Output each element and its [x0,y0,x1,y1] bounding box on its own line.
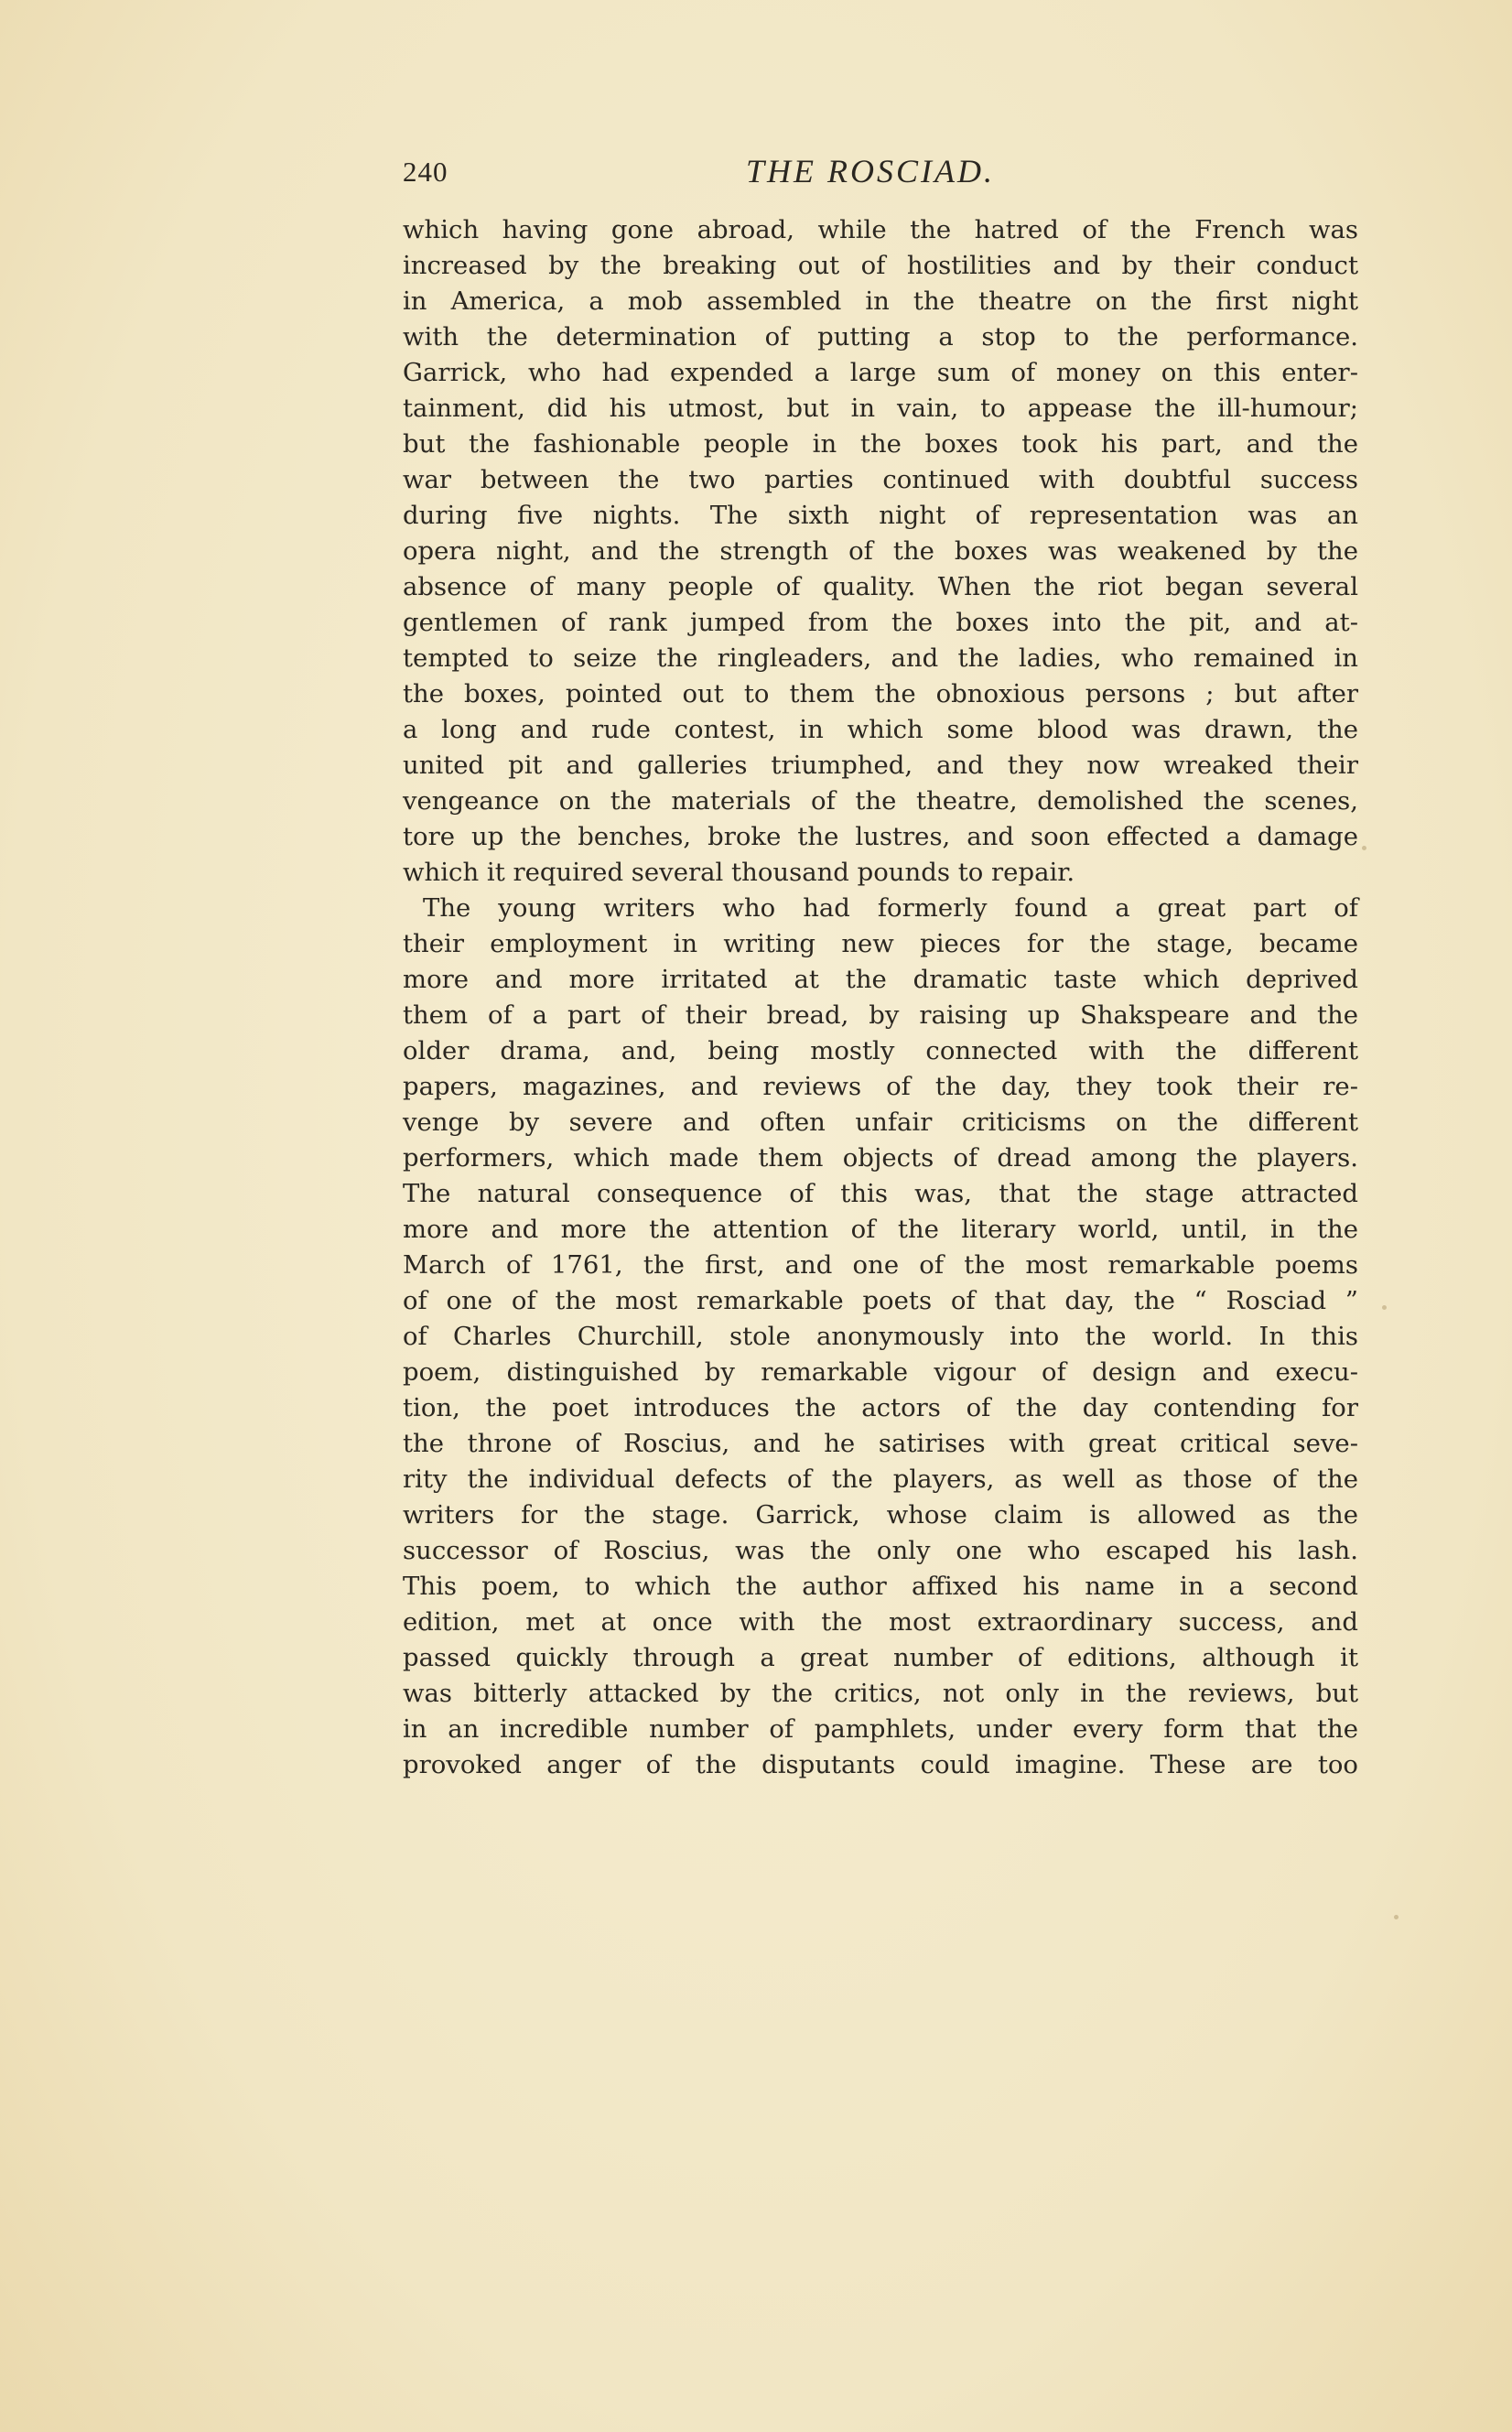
text-line: during five nights. The sixth night of representation was an [403,501,1358,530]
paper-speck [1362,846,1366,850]
text-line: venge by severe and often unfair criticisms on the different [403,1108,1358,1137]
text-line: poem, distinguished by remarkable vigour of design and execu- [403,1357,1358,1387]
text-line: passed quickly through a great number of editions, although it [403,1643,1358,1672]
text-line: the boxes, pointed out to them the obnoxious persons ; but after [403,679,1358,708]
running-title: THE ROSCIAD. [746,153,995,189]
text-line: gentlemen of rank jumped from the boxes into the pit, and at- [403,608,1358,637]
text-line: papers, magazines, and reviews of the day, they took their re- [403,1072,1358,1101]
text-line: successor of Roscius, was the only one who escaped his lash. [403,1536,1358,1565]
text-line: March of 1761, the first, and one of the most remarkable poems [403,1250,1358,1280]
text-line: the throne of Roscius, and he satirises with great critical seve- [403,1429,1358,1458]
text-line: more and more the attention of the literary world, until, in the [403,1215,1358,1244]
text-line: of one of the most remarkable poets of that day, the “ Rosciad ” [403,1286,1358,1315]
paper-speck [1382,1305,1387,1310]
text-line: increased by the breaking out of hostilities and by their conduct [403,251,1358,280]
text-line: Garrick, who had expended a large sum of money on this enter- [403,358,1358,387]
text-line: united pit and galleries triumphed, and they now wreaked their [403,751,1358,780]
text-line: tion, the poet introduces the actors of the day contending for [403,1393,1358,1422]
text-line: tainment, did his utmost, but in vain, to appease the ill-humour; [403,394,1358,423]
text-line: opera night, and the strength of the boxes was weakened by the [403,536,1358,566]
text-line: vengeance on the materials of the theatre, demolished the scenes, [403,786,1358,816]
text-line: war between the two parties continued with doubtful success [403,465,1358,494]
text-line: of Charles Churchill, stole anonymously into the world. In this [403,1322,1358,1351]
paper-speck [1394,1915,1399,1919]
text-line: with the determination of putting a stop to the performance. [403,322,1358,351]
text-line: which having gone abroad, while the hatred of the French was [403,215,1358,244]
text-line: in America, a mob assembled in the theatre on the first night [403,286,1358,316]
text-line: their employment in writing new pieces for the stage, became [403,929,1358,958]
text-line: was bitterly attacked by the critics, not only in the reviews, but [403,1679,1358,1708]
text-line: in an incredible number of pamphlets, under every form that the [403,1714,1358,1744]
text-line: This poem, to which the author affixed his name in a second [403,1572,1358,1601]
text-line: edition, met at once with the most extraordinary success, and [403,1607,1358,1637]
text-line: provoked anger of the disputants could imagine. These are too [403,1750,1358,1779]
text-line: rity the individual defects of the players, as well as those of the [403,1465,1358,1494]
page-number: 240 [403,156,448,188]
page-header [403,152,1356,194]
text-line: but the fashionable people in the boxes took his part, and the [403,429,1358,459]
text-line: them of a part of their bread, by raising up Shakspeare and the [403,1000,1358,1030]
text-line: tempted to seize the ringleaders, and the ladies, who remained in [403,643,1358,673]
paragraph-start-line: The young writers who had formerly found a great part of [423,893,1358,923]
text-line: writers for the stage. Garrick, whose claim is allowed as the [403,1500,1358,1529]
body-text [403,212,1358,1783]
text-line: more and more irritated at the dramatic taste which deprived [403,965,1358,994]
text-line: tore up the benches, broke the lustres, and soon effected a damage [403,822,1358,851]
text-line: performers, which made them objects of dread among the players. [403,1143,1358,1173]
paragraph-end-line: which it required several thousand pounds to repair. [403,858,1075,887]
text-line: absence of many people of quality. When the riot began several [403,572,1358,601]
text-line: older drama, and, being mostly connected with the different [403,1036,1358,1065]
text-line: a long and rude contest, in which some blood was drawn, the [403,715,1358,744]
text-line: The natural consequence of this was, that the stage attracted [403,1179,1358,1208]
